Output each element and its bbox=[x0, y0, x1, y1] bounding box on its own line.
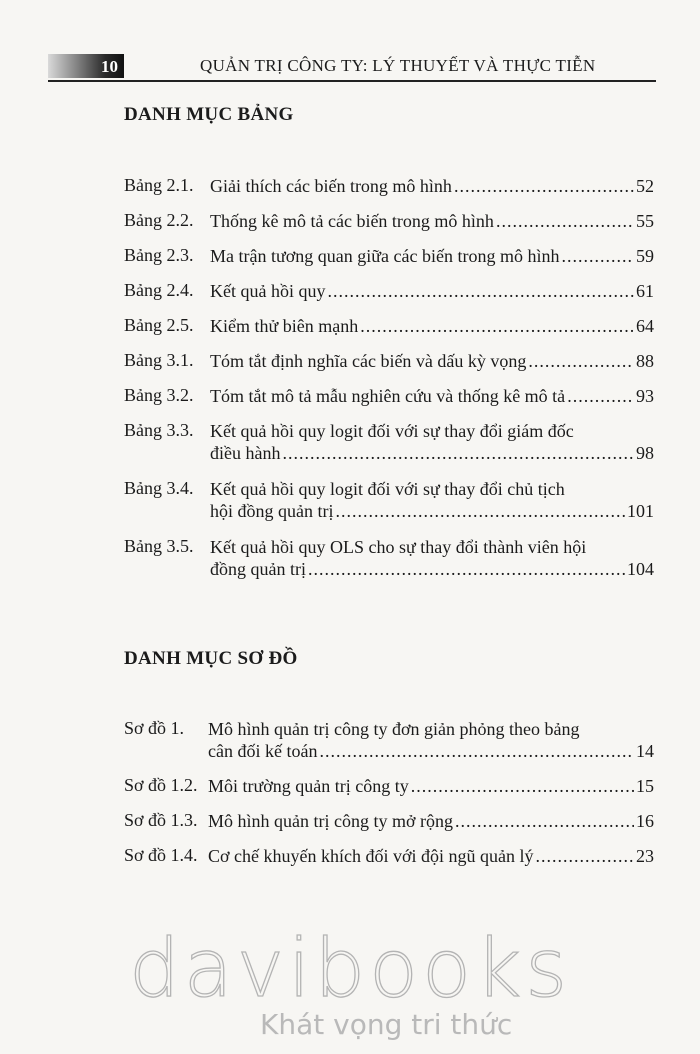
dot-leader bbox=[336, 500, 626, 522]
running-title: QUẢN TRỊ CÔNG TY: LÝ THUYẾT VÀ THỰC TIỄN bbox=[200, 56, 596, 75]
toc-entry-title-line: đồng quản trị bbox=[210, 559, 306, 579]
toc-entry[interactable] bbox=[124, 280, 654, 302]
dot-leader bbox=[567, 385, 634, 407]
toc-entry-label: Sơ đồ 1.2. bbox=[124, 775, 198, 795]
tables-section-title: DANH MỤC BẢNG bbox=[124, 104, 294, 125]
toc-entry-page-number: 104 bbox=[627, 559, 654, 579]
diagrams-section-title: DANH MỤC SƠ ĐỒ bbox=[124, 648, 298, 669]
toc-entry-title-line: Kết quả hồi quy logit đối với sự thay đổi giám đốc bbox=[210, 421, 574, 441]
dot-leader bbox=[496, 210, 634, 232]
dot-leader bbox=[319, 740, 634, 762]
toc-entry-title-line: cân đối kế toán bbox=[208, 741, 318, 761]
toc-entry-title-line: Ma trận tương quan giữa các biến trong mô hình bbox=[210, 246, 560, 266]
diagrams-list bbox=[124, 718, 654, 880]
watermark-slogan: Khát vọng tri thức bbox=[260, 1008, 513, 1041]
toc-entry-page-number: 16 bbox=[636, 811, 654, 831]
toc-entry-page-number: 59 bbox=[636, 246, 654, 266]
toc-entry-title-line: điều hành bbox=[210, 443, 281, 463]
toc-entry[interactable] bbox=[124, 245, 654, 267]
toc-entry-label: Bảng 2.5. bbox=[124, 315, 194, 335]
toc-entry[interactable] bbox=[124, 210, 654, 232]
tables-list bbox=[124, 175, 654, 594]
dot-leader bbox=[536, 845, 635, 867]
toc-entry-label: Bảng 3.4. bbox=[124, 478, 194, 498]
toc-entry[interactable] bbox=[124, 315, 654, 337]
watermark-brand: davibooks bbox=[128, 922, 572, 1015]
toc-entry-page-number: 52 bbox=[636, 176, 654, 196]
toc-entry-page-number: 93 bbox=[636, 386, 654, 406]
toc-entry[interactable] bbox=[124, 385, 654, 407]
toc-entry-page-number: 101 bbox=[627, 501, 654, 521]
toc-entry-title-line: Tóm tắt mô tả mẫu nghiên cứu và thống kê mô tả bbox=[210, 386, 566, 406]
toc-entry-page-number: 64 bbox=[636, 316, 654, 336]
toc-entry-label: Bảng 2.2. bbox=[124, 210, 194, 230]
toc-entry-page-number: 61 bbox=[636, 281, 654, 301]
dot-leader bbox=[454, 175, 634, 197]
dot-leader bbox=[528, 350, 634, 372]
dot-leader bbox=[561, 245, 634, 267]
toc-entry-title-line: Tóm tắt định nghĩa các biến và dấu kỳ vọng bbox=[210, 351, 527, 371]
toc-entry-title-line: Kết quả hồi quy bbox=[210, 281, 326, 301]
toc-entry[interactable] bbox=[124, 775, 654, 797]
toc-entry[interactable] bbox=[124, 810, 654, 832]
toc-entry-label: Bảng 3.1. bbox=[124, 350, 194, 370]
toc-entry-title-line: Kết quả hồi quy logit đối với sự thay đổi chủ tịch bbox=[210, 479, 565, 499]
toc-entry-title-line: hội đồng quản trị bbox=[210, 501, 334, 521]
toc-entry[interactable] bbox=[124, 350, 654, 372]
toc-entry-label: Bảng 2.4. bbox=[124, 280, 194, 300]
toc-entry[interactable] bbox=[124, 845, 654, 867]
dot-leader bbox=[411, 775, 634, 797]
toc-entry-page-number: 23 bbox=[636, 846, 654, 866]
toc-entry-label: Bảng 3.5. bbox=[124, 536, 194, 556]
toc-entry-page-number: 55 bbox=[636, 211, 654, 231]
toc-entry-label: Sơ đồ 1. bbox=[124, 718, 185, 738]
toc-entry-page-number: 15 bbox=[636, 776, 654, 796]
toc-entry-label: Sơ đồ 1.4. bbox=[124, 845, 198, 865]
toc-entry-title-line: Kiểm thử biên mạnh bbox=[210, 316, 359, 336]
toc-entry-page-number: 88 bbox=[636, 351, 654, 371]
toc-entry-page-number: 98 bbox=[636, 443, 654, 463]
toc-entry-label: Sơ đồ 1.3. bbox=[124, 810, 198, 830]
toc-entry-page-number: 14 bbox=[636, 741, 654, 761]
toc-entry[interactable] bbox=[124, 536, 654, 580]
toc-entry-label: Bảng 3.3. bbox=[124, 420, 194, 440]
toc-entry-title-line: Mô hình quản trị công ty mở rộng bbox=[208, 811, 453, 831]
toc-entry-label: Bảng 2.1. bbox=[124, 175, 194, 195]
dot-leader bbox=[360, 315, 634, 337]
dot-leader bbox=[308, 558, 625, 580]
toc-entry-title-line: Mô hình quản trị công ty đơn giản phỏng theo bảng bbox=[208, 719, 580, 739]
page-header bbox=[48, 52, 656, 82]
toc-entry[interactable] bbox=[124, 478, 654, 522]
toc-entry-title-line: Thống kê mô tả các biến trong mô hình bbox=[210, 211, 494, 231]
toc-entry-title-line: Giải thích các biến trong mô hình bbox=[210, 176, 452, 196]
dot-leader bbox=[327, 280, 634, 302]
dot-leader bbox=[455, 810, 634, 832]
page-number: 10 bbox=[101, 57, 118, 76]
toc-entry-title-line: Kết quả hồi quy OLS cho sự thay đổi thành viên hội bbox=[210, 537, 587, 557]
toc-entry[interactable] bbox=[124, 718, 654, 762]
toc-entry-title-line: Cơ chế khuyến khích đối với đội ngũ quản lý bbox=[208, 846, 534, 866]
toc-entry[interactable] bbox=[124, 175, 654, 197]
dot-leader bbox=[282, 442, 634, 464]
toc-entry[interactable] bbox=[124, 420, 654, 464]
page-number-box bbox=[48, 54, 124, 78]
toc-entry-label: Bảng 3.2. bbox=[124, 385, 194, 405]
toc-entry-title-line: Môi trường quản trị công ty bbox=[208, 776, 409, 796]
toc-entry-label: Bảng 2.3. bbox=[124, 245, 194, 265]
